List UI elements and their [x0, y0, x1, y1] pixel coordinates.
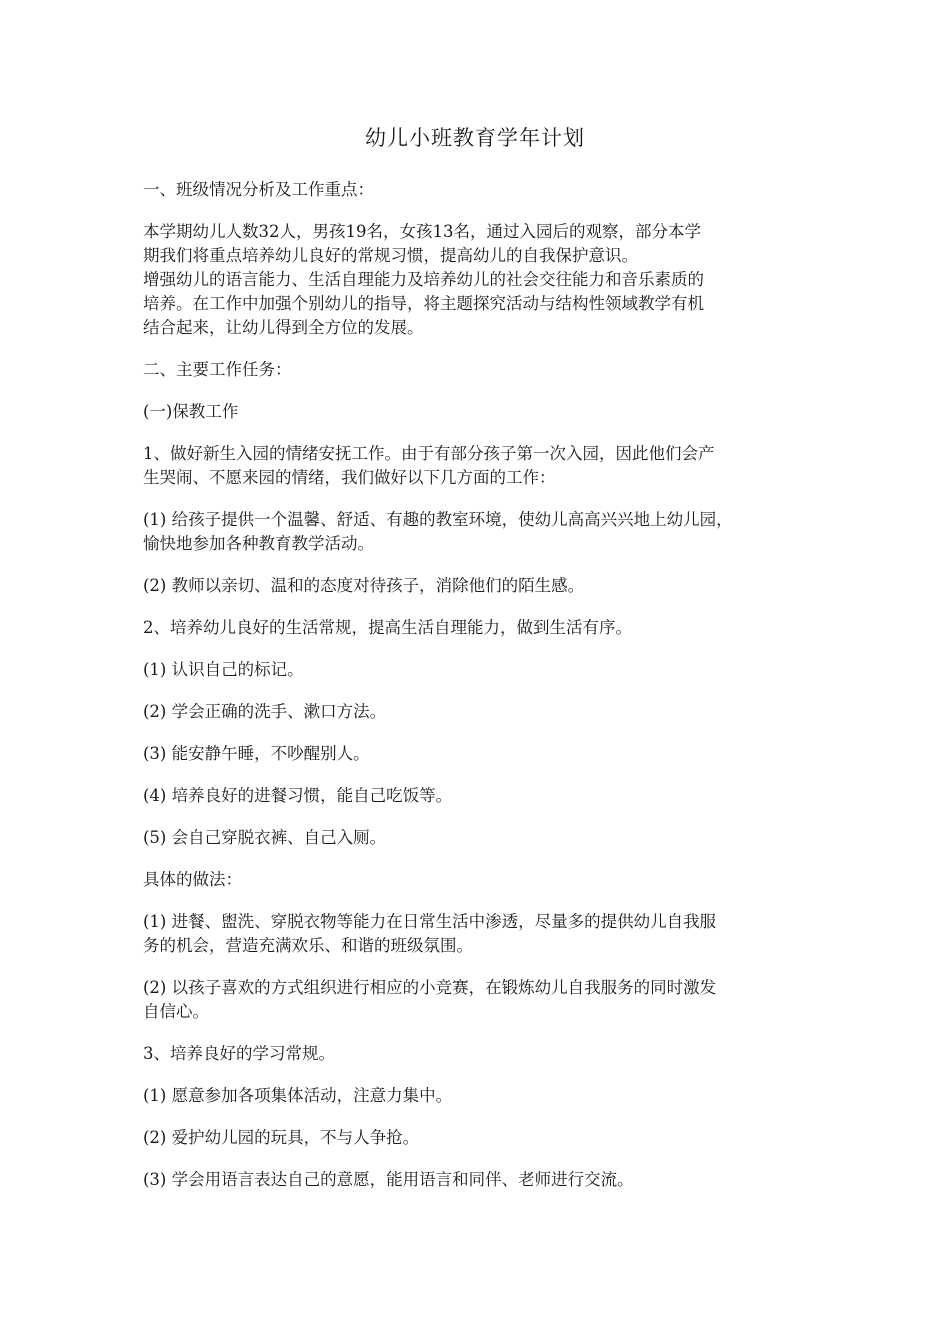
task-2-subitem-1: (1) 认识自己的标记。: [143, 660, 304, 679]
methods-item-2: (2) 以孩子喜欢的方式组织进行相应的小竞赛，在锻炼幼儿自我服务的同时激发 自信心。: [143, 978, 717, 1021]
section-heading-class-analysis: 一、班级情况分析及工作重点：: [143, 180, 374, 199]
section-heading-main-tasks: 二、主要工作任务：: [143, 360, 292, 379]
task-3-subitem-1: (1) 愿意参加各项集体活动，注意力集中。: [143, 1086, 453, 1105]
task-2-subitem-3: (3) 能安静午睡，不吵醒别人。: [143, 744, 370, 763]
subsection-heading-care-education: (一)保教工作: [143, 402, 239, 421]
task-1-subitem-1: (1) 给孩子提供一个温馨、舒适、有趣的教室环境，使幼儿高高兴兴地上幼儿园， 愉快地参加各种教育教学活动。: [143, 510, 733, 553]
document-title: 幼儿小班教育学年计划: [365, 126, 585, 150]
task-1-subitem-2: (2) 教师以亲切、温和的态度对待孩子，消除他们的陌生感。: [143, 576, 585, 595]
document-body: [143, 178, 815, 1210]
task-3-subitem-3: (3) 学会用语言表达自己的意愿，能用语言和同伴、老师进行交流。: [143, 1170, 634, 1189]
task-item-2: 2、培养幼儿良好的生活常规，提高生活自理能力，做到生活有序。: [143, 618, 632, 637]
task-item-3: 3、培养良好的学习常规。: [143, 1044, 335, 1063]
methods-heading: 具体的做法：: [143, 870, 242, 889]
task-2-subitem-2: (2) 学会正确的洗手、漱口方法。: [143, 702, 387, 721]
methods-item-1: (1) 进餐、盥洗、穿脱衣物等能力在日常生活中渗透，尽量多的提供幼儿自我服 务的机会，营造充满欢乐、和谐的班级氛围。: [143, 912, 717, 955]
task-2-subitem-4: (4) 培养良好的进餐习惯，能自己吃饭等。: [143, 786, 453, 805]
class-analysis-paragraph: 本学期幼儿人数32人，男孩19名，女孩13名，通过入园后的观察，部分本学 期我们将重点培养幼儿良好的常规习惯，提高幼儿的自我保护意识。 增强幼儿的语言能力、生活自理能力及培养幼儿的社会交往能力和音乐素质的 培养。在工作中加强个别幼儿的指导，将主题探究活动与结构性领域教学有机 结合起来，让幼儿得到全方位的发展。: [143, 222, 704, 337]
task-3-subitem-2: (2) 爱护幼儿园的玩具，不与人争抢。: [143, 1128, 420, 1147]
task-item-1: 1、做好新生入园的情绪安抚工作。由于有部分孩子第一次入园，因此他们会产 生哭闹、不愿来园的情绪，我们做好以下几方面的工作：: [143, 444, 715, 487]
task-2-subitem-5: (5) 会自己穿脱衣裤、自己入厕。: [143, 828, 387, 847]
